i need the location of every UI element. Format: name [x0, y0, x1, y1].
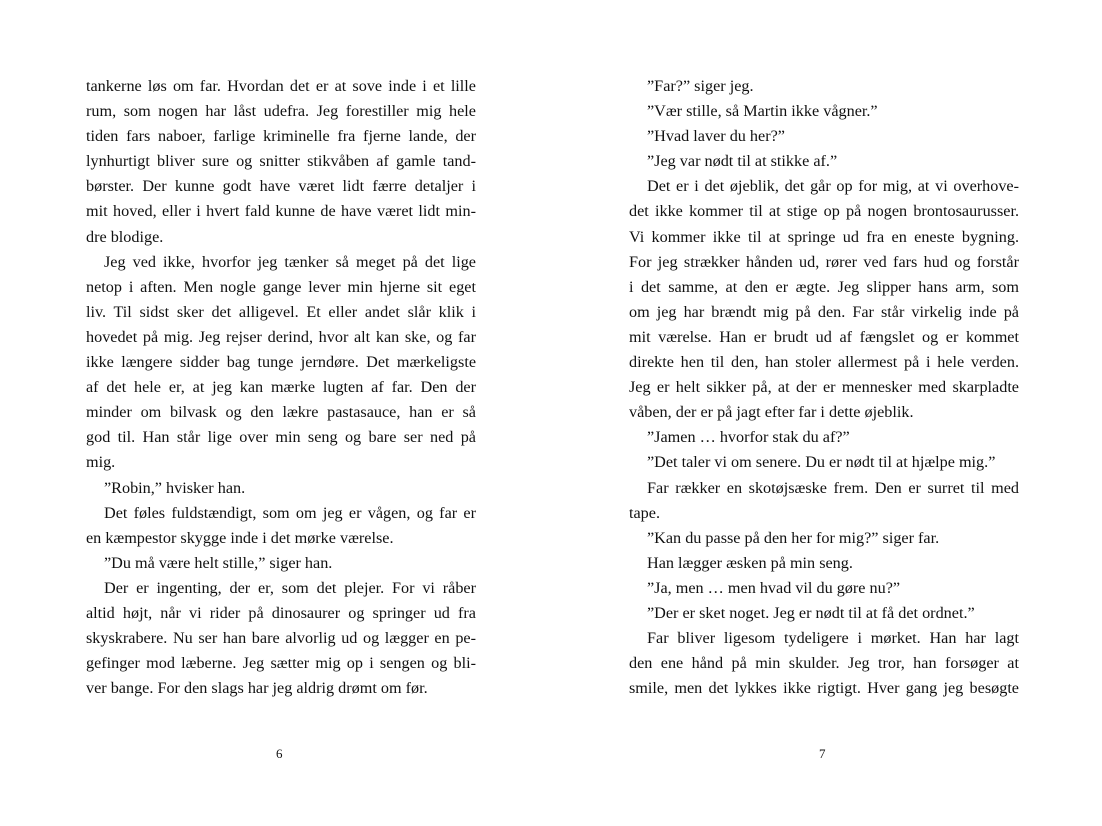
text-line: Far bliver ligesom tydeligere i mørket. Han har lagt [647, 629, 1019, 648]
text-line: af det hele er, at jeg kan mærke lugten af far. Den der [86, 378, 476, 397]
text-line: smile, men det lykkes ikke rigtigt. Hver gang jeg besøgte [629, 679, 1019, 698]
text-line: tiden fars naboer, farlige kriminelle fra fjerne lande, der [86, 127, 476, 146]
text-line: Han lægger æsken på min seng. [647, 553, 853, 572]
text-line: den ene hånd på min skulder. Jeg tror, han forsøger at [629, 654, 1019, 673]
text-line: For jeg strækker hånden ud, rører ved fars hud og forstår [629, 252, 1019, 271]
text-line: tankerne løs om far. Hvordan det er at sove inde i et lille [86, 77, 476, 95]
text-line: Det er i det øjeblik, det går op for mig, at vi overhove- [647, 177, 1019, 196]
text-line: ”Far?” siger jeg. [647, 77, 754, 95]
text-line: hovedet på mig. Jeg rejser derind, hvor alt kan ske, og far [86, 327, 476, 346]
text-line: mit hoved, eller i hvert fald kunne de have været lidt min- [86, 202, 476, 221]
text-line: ”Ja, men … men hvad vil du gøre nu?” [647, 578, 901, 597]
text-line: god til. Han står lige over min seng og bare ser ned på [86, 428, 476, 447]
text-line: ”Det taler vi om senere. Du er nødt til at hjælpe mig.” [647, 453, 996, 472]
text-line: Der er ingenting, der er, som det plejer. For vi råber [104, 578, 476, 597]
text-line: netop i aften. Men nogle gange lever min hjerne sit eget [86, 277, 476, 296]
text-line: minder om bilvask og den lækre pastasauce, han er så [86, 403, 476, 422]
text-line: det ikke kommer til at stige op på nogen brontosaurusser. [629, 202, 1019, 221]
text-line: Vi kommer ikke til at springe ud fra en eneste bygning. [629, 227, 1019, 246]
page-number-left: 6 [276, 746, 283, 761]
text-line: ”Der er sket noget. Jeg er nødt til at få det ordnet.” [647, 603, 975, 622]
text-line: mit værelse. Han er brudt ud af fængslet og er kommet [629, 327, 1019, 346]
right-page-text [629, 74, 1019, 701]
text-line: om jeg har brændt mig på den. Far står virkelig inde på [629, 302, 1019, 321]
text-line: Jeg er helt sikker på, at der er mennesker med skarpladte [629, 378, 1019, 397]
text-line: tape. [629, 503, 661, 522]
text-line: direkte hen til den, han stoler allermest på i hele verden. [629, 353, 1019, 372]
text-line: Det føles fuldstændigt, som om jeg er vågen, og far er [104, 503, 476, 522]
page-number-right: 7 [819, 746, 826, 761]
text-line: gefinger mod læberne. Jeg sætter mig op i sengen og bli- [86, 654, 476, 673]
text-line: ”Hvad laver du her?” [647, 127, 785, 146]
text-line: ”Vær stille, så Martin ikke vågner.” [647, 102, 878, 121]
text-line: børster. Der kunne godt have været lidt færre detaljer i [86, 177, 476, 196]
text-line: ”Jeg var nødt til at stikke af.” [647, 152, 838, 171]
text-line: altid højt, når vi rider på dinosaurer og springer ud fra [86, 603, 476, 622]
text-line: ”Kan du passe på den her for mig?” siger far. [647, 528, 940, 547]
text-line: våben, der er på jagt efter far i dette øjeblik. [629, 403, 914, 422]
text-line: mig. [86, 453, 116, 472]
text-line: rum, som nogen har låst udefra. Jeg forestiller mig hele [86, 102, 476, 121]
text-line: ikke længere sidder bag tunge jerndøre. Det mærkeligste [86, 353, 476, 372]
text-line: ”Jamen … hvorfor stak du af?” [647, 428, 850, 447]
text-line: skyskrabere. Nu ser han bare alvorlig ud og lægger en pe- [86, 629, 476, 648]
text-line: i det samme, at den er ægte. Jeg slipper hans arm, som [629, 277, 1019, 296]
text-line: liv. Til sidst sker det alligevel. Et eller andet slår klik i [86, 302, 476, 321]
text-line: dre blodige. [86, 227, 164, 246]
text-line: ver bange. For den slags har jeg aldrig drømt om før. [86, 679, 428, 698]
text-line: ”Du må være helt stille,” siger han. [104, 553, 333, 572]
text-line: Jeg ved ikke, hvorfor jeg tænker så meget på det lige [104, 252, 476, 271]
text-line: ”Robin,” hvisker han. [104, 478, 246, 497]
text-line: Far rækker en skotøjsæske frem. Den er surret til med [647, 478, 1019, 497]
left-page-text [86, 74, 476, 701]
text-line: lynhurtigt bliver sure og snitter stikvåben af gamle tand- [86, 152, 476, 171]
text-line: en kæmpestor skygge inde i det mørke værelse. [86, 528, 394, 547]
